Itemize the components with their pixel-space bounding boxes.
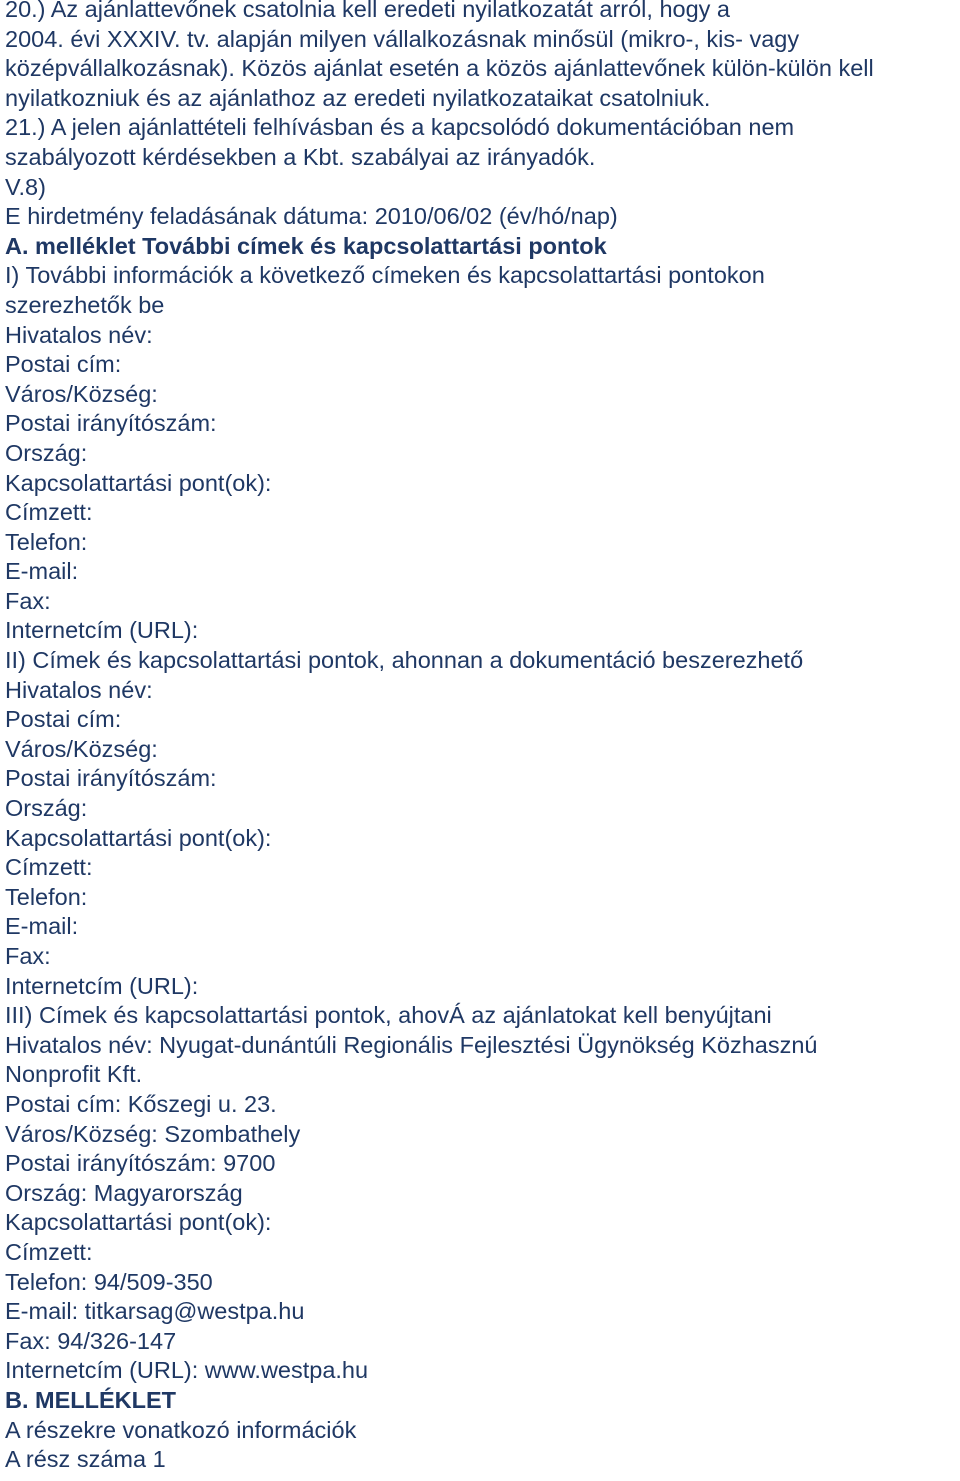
field-fax: Fax: 94/326-147 (5, 1327, 177, 1354)
field-fax: Fax: (5, 943, 51, 969)
section-label: V.8) (5, 173, 46, 200)
field-postal-address: Postai cím: (5, 351, 122, 378)
field-email: E-mail: titkarsag@westpa.hu (5, 1298, 305, 1325)
text-line: középvállalkozásnak). Közös ajánlat esetén a közös ajánlattevőnek külön-külön kell (5, 55, 874, 82)
field-official-name: Hivatalos név: (5, 321, 153, 348)
field-phone: Telefon: (5, 528, 88, 555)
text-line: 2004. évi XXXIV. tv. alapján milyen vállalkozásnak minősül (mikro-, kis- vagy (5, 25, 800, 52)
field-official-name: Hivatalos név: Nyugat-dunántúli Regionális Fejlesztési Ügynökség Közhasznú (5, 1031, 818, 1058)
text-line: A rész száma 1 (5, 1446, 166, 1473)
section-i-heading: I) További információk a következő címeken és kapcsolattartási pontokon (5, 262, 765, 289)
section-ii-heading: II) Címek és kapcsolattartási pontok, ahonnan a dokumentáció beszerezhető (5, 647, 804, 674)
document-body (5, 0, 960, 1475)
field-country: Ország: (5, 795, 88, 822)
field-email: E-mail: (5, 558, 79, 585)
text-line: 21.) A jelen ajánlattételi felhívásban és a kapcsolódó dokumentációban nem (5, 114, 795, 141)
field-addressee: Címzett: (5, 499, 93, 526)
text-line: szerezhetők be (5, 291, 165, 318)
field-contact-points: Kapcsolattartási pont(ok): (5, 824, 272, 851)
field-email: E-mail: (5, 913, 79, 940)
field-postal-code: Postai irányítószám: (5, 410, 217, 437)
field-fax: Fax: (5, 587, 51, 614)
field-official-name: Hivatalos név: (5, 676, 153, 703)
field-url: Internetcím (URL): www.westpa.hu (5, 1357, 369, 1384)
annex-a-heading: A. melléklet További címek és kapcsolattartási pontok (5, 232, 607, 259)
field-postal-code: Postai irányítószám: (5, 765, 217, 792)
field-phone: Telefon: (5, 883, 88, 910)
field-postal-address: Postai cím: (5, 706, 122, 733)
field-city: Város/Község: Szombathely (5, 1120, 301, 1147)
field-addressee: Címzett: (5, 854, 93, 881)
text-line: szabályozott kérdésekben a Kbt. szabályai az irányadók. (5, 143, 596, 170)
field-addressee: Címzett: (5, 1238, 93, 1265)
field-phone: Telefon: 94/509-350 (5, 1268, 213, 1295)
publication-date-line: E hirdetmény feladásának dátuma: 2010/06/02 (év/hó/nap) (5, 203, 618, 230)
field-contact-points: Kapcsolattartási pont(ok): (5, 469, 272, 496)
section-iii-heading: III) Címek és kapcsolattartási pontok, ahovÁ az ajánlatokat kell benyújtani (5, 1002, 772, 1029)
field-postal-code: Postai irányítószám: 9700 (5, 1150, 276, 1177)
field-country: Ország: (5, 439, 88, 466)
field-postal-address: Postai cím: Kőszegi u. 23. (5, 1090, 277, 1117)
annex-b-heading: B. MELLÉKLET (5, 1386, 177, 1413)
field-city: Város/Község: (5, 380, 158, 407)
field-country: Ország: Magyarország (5, 1179, 243, 1206)
text-line: A részekre vonatkozó információk (5, 1416, 357, 1443)
text-line: Nonprofit Kft. (5, 1061, 143, 1088)
field-contact-points: Kapcsolattartási pont(ok): (5, 1209, 272, 1236)
text-line: nyilatkozniuk és az ajánlathoz az eredeti nyilatkozataikat csatolniuk. (5, 84, 711, 111)
field-url: Internetcím (URL): (5, 972, 199, 999)
text-line: 20.) Az ajánlattevőnek csatolnia kell eredeti nyilatkozatát arról, hogy a (5, 0, 731, 22)
field-url: Internetcím (URL): (5, 617, 199, 644)
field-city: Város/Község: (5, 735, 158, 762)
